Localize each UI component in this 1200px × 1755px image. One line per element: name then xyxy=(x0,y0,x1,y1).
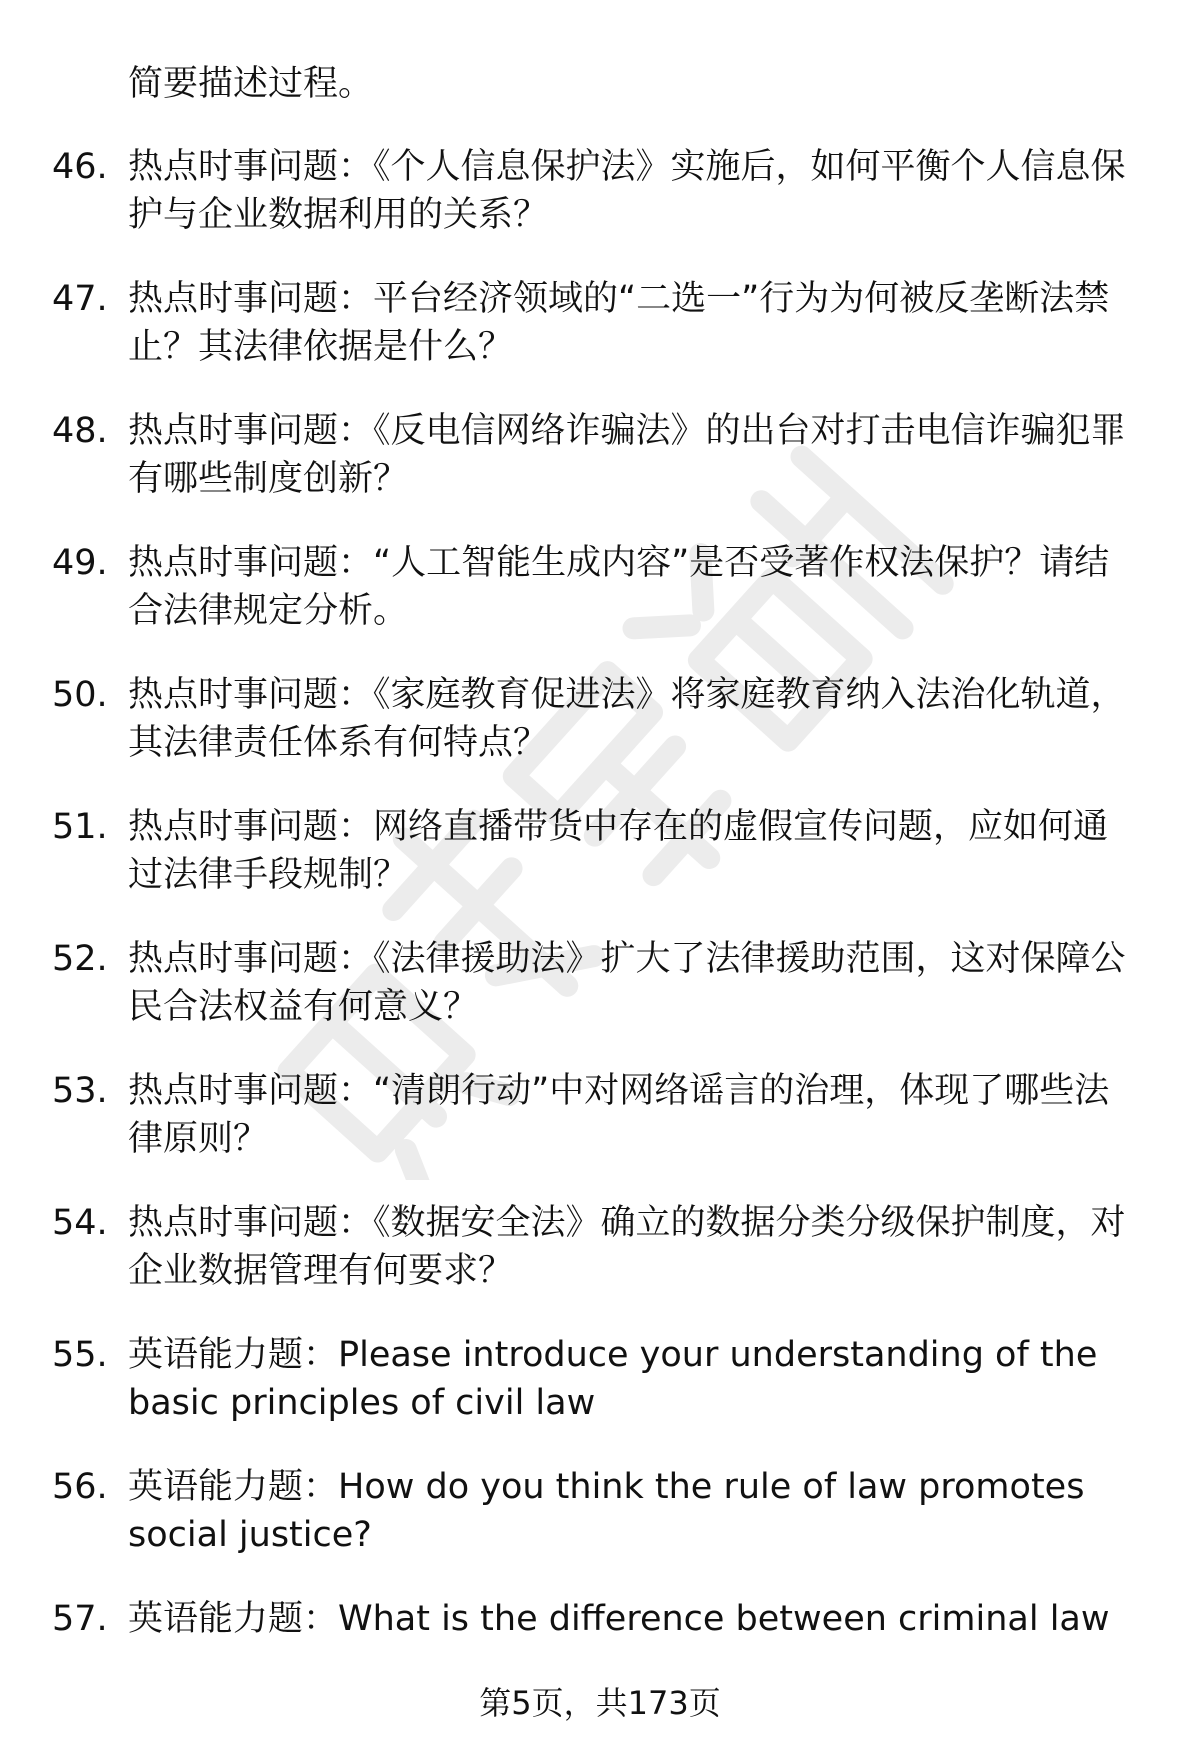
list-item xyxy=(0,935,1200,1067)
list-item xyxy=(0,1463,1200,1595)
item-number: 48. xyxy=(52,411,108,451)
list-item xyxy=(0,671,1200,803)
item-number: 52. xyxy=(52,939,108,979)
list-item xyxy=(0,1199,1200,1331)
item-text: 英语能力题：What is the difference between criminal law xyxy=(128,1599,1110,1639)
list-item xyxy=(0,1067,1200,1199)
item-number: 56. xyxy=(52,1467,108,1507)
list-item xyxy=(0,539,1200,671)
list-item xyxy=(0,1331,1200,1463)
item-number: 47. xyxy=(52,279,108,319)
page-footer: 第5页，共173页 xyxy=(479,1684,721,1722)
item-number: 57. xyxy=(52,1599,108,1639)
item-text: 热点时事问题：《反电信网络诈骗法》的出台对打击电信诈骗犯罪有哪些制度创新？ xyxy=(128,411,1126,499)
item-text: 热点时事问题：《个人信息保护法》实施后，如何平衡个人信息保护与企业数据利用的关系？ xyxy=(128,147,1126,235)
item-text: 热点时事问题：《家庭教育促进法》将家庭教育纳入法治化轨道，其法律责任体系有何特点？ xyxy=(128,675,1126,763)
list-item xyxy=(0,803,1200,935)
item-text: 热点时事问题：“人工智能生成内容”是否受著作权法保护？请结合法律规定分析。 xyxy=(128,543,1110,631)
item-number: 50. xyxy=(52,675,108,715)
item-number: 49. xyxy=(52,543,108,583)
item-number: 53. xyxy=(52,1071,108,1111)
item-text: 热点时事问题：《法律援助法》扩大了法律援助范围，这对保障公民合法权益有何意义？ xyxy=(128,939,1126,1027)
continuation-text: 简要描述过程。 xyxy=(128,64,374,104)
item-text: 热点时事问题：《数据安全法》确立的数据分类分级保护制度，对企业数据管理有何要求？ xyxy=(128,1203,1126,1291)
item-text: 热点时事问题：“清朗行动”中对网络谣言的治理，体现了哪些法律原则？ xyxy=(128,1071,1110,1159)
list-item xyxy=(0,407,1200,539)
item-text: 英语能力题：How do you think the rule of law promotes social justice? xyxy=(128,1467,1085,1555)
list-item xyxy=(0,275,1200,407)
item-text: 热点时事问题：网络直播带货中存在的虚假宣传问题，应如何通过法律手段规制？ xyxy=(128,807,1109,895)
list-item xyxy=(0,143,1200,275)
question-list xyxy=(0,143,1200,1727)
item-number: 55. xyxy=(52,1335,108,1375)
item-number: 54. xyxy=(52,1203,108,1243)
item-number: 46. xyxy=(52,147,108,187)
item-text: 英语能力题：Please introduce your understanding of the basic principles of civil law xyxy=(128,1335,1098,1423)
item-text: 热点时事问题：平台经济领域的“二选一”行为为何被反垄断法禁止？其法律依据是什么？ xyxy=(128,279,1110,367)
item-number: 51. xyxy=(52,807,108,847)
